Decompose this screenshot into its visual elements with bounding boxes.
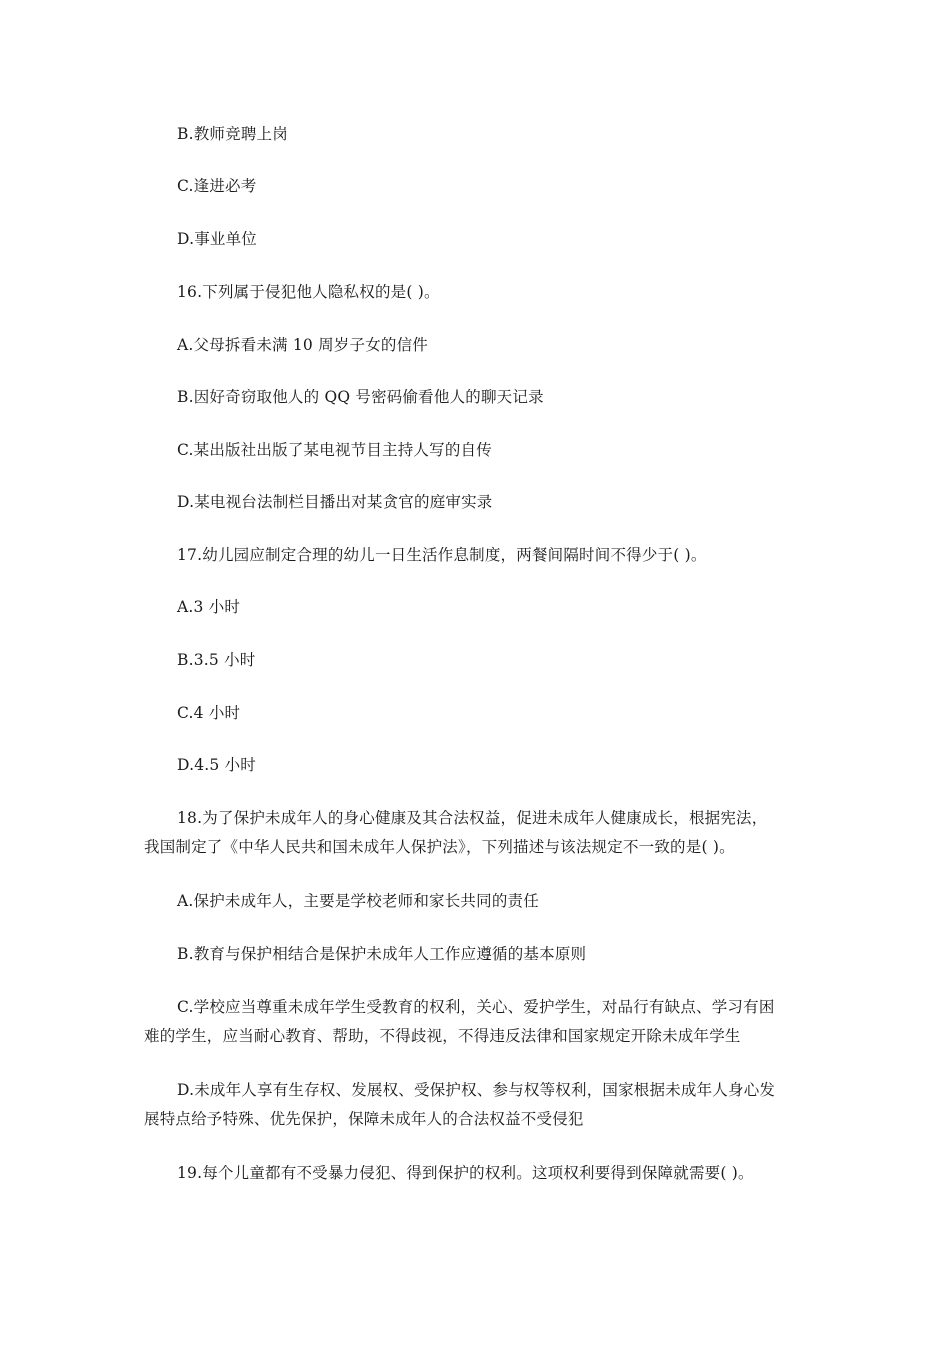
option-18b: B.教育与保护相结合是保护未成年人工作应遵循的基本原则 — [177, 945, 587, 963]
question-18: 18.为了保护未成年人的身心健康及其合法权益，促进未成年人健康成长，根据宪法， — [177, 809, 768, 827]
option-15c: C.逢进必考 — [177, 177, 257, 195]
question-17: 17.幼儿园应制定合理的幼儿一日生活作息制度，两餐间隔时间不得少于( )。 — [177, 546, 707, 564]
option-17b: B.3.5 小时 — [177, 651, 256, 669]
option-16b: B.因好奇窃取他人的 QQ 号密码偷看他人的聊天记录 — [177, 388, 544, 406]
option-16c: C.某出版社出版了某电视节目主持人写的自传 — [177, 441, 492, 459]
option-18d: D.未成年人享有生存权、发展权、受保护权、参与权等权利，国家根据未成年人身心发 — [177, 1081, 776, 1099]
option-15d: D.事业单位 — [177, 230, 258, 248]
question-19: 19.每个儿童都有不受暴力侵犯、得到保护的权利。这项权利要得到保障就需要( )。 — [177, 1164, 754, 1182]
option-17d: D.4.5 小时 — [177, 756, 256, 774]
question-16: 16.下列属于侵犯他人隐私权的是( )。 — [177, 283, 440, 301]
option-15b: B.教师竞聘上岗 — [177, 125, 288, 143]
option-18a: A.保护未成年人，主要是学校老师和家长共同的责任 — [177, 892, 539, 910]
option-18c: C.学校应当尊重未成年学生受教育的权利，关心、爱护学生，对品行有缺点、学习有困 — [177, 998, 775, 1016]
option-17c: C.4 小时 — [177, 704, 241, 722]
option-17a: A.3 小时 — [177, 598, 241, 616]
option-16a: A.父母拆看未满 10 周岁子女的信件 — [177, 336, 428, 354]
option-16d: D.某电视台法制栏目播出对某贪官的庭审实录 — [177, 493, 493, 511]
option-18d-continued: 展特点给予特殊、优先保护，保障未成年人的合法权益不受侵犯 — [144, 1110, 584, 1128]
question-18-continued: 我国制定了《中华人民共和国未成年人保护法》，下列描述与该法规定不一致的是( )。 — [144, 838, 735, 856]
option-18c-continued: 难的学生，应当耐心教育、帮助，不得歧视，不得违反法律和国家规定开除未成年学生 — [144, 1027, 741, 1045]
